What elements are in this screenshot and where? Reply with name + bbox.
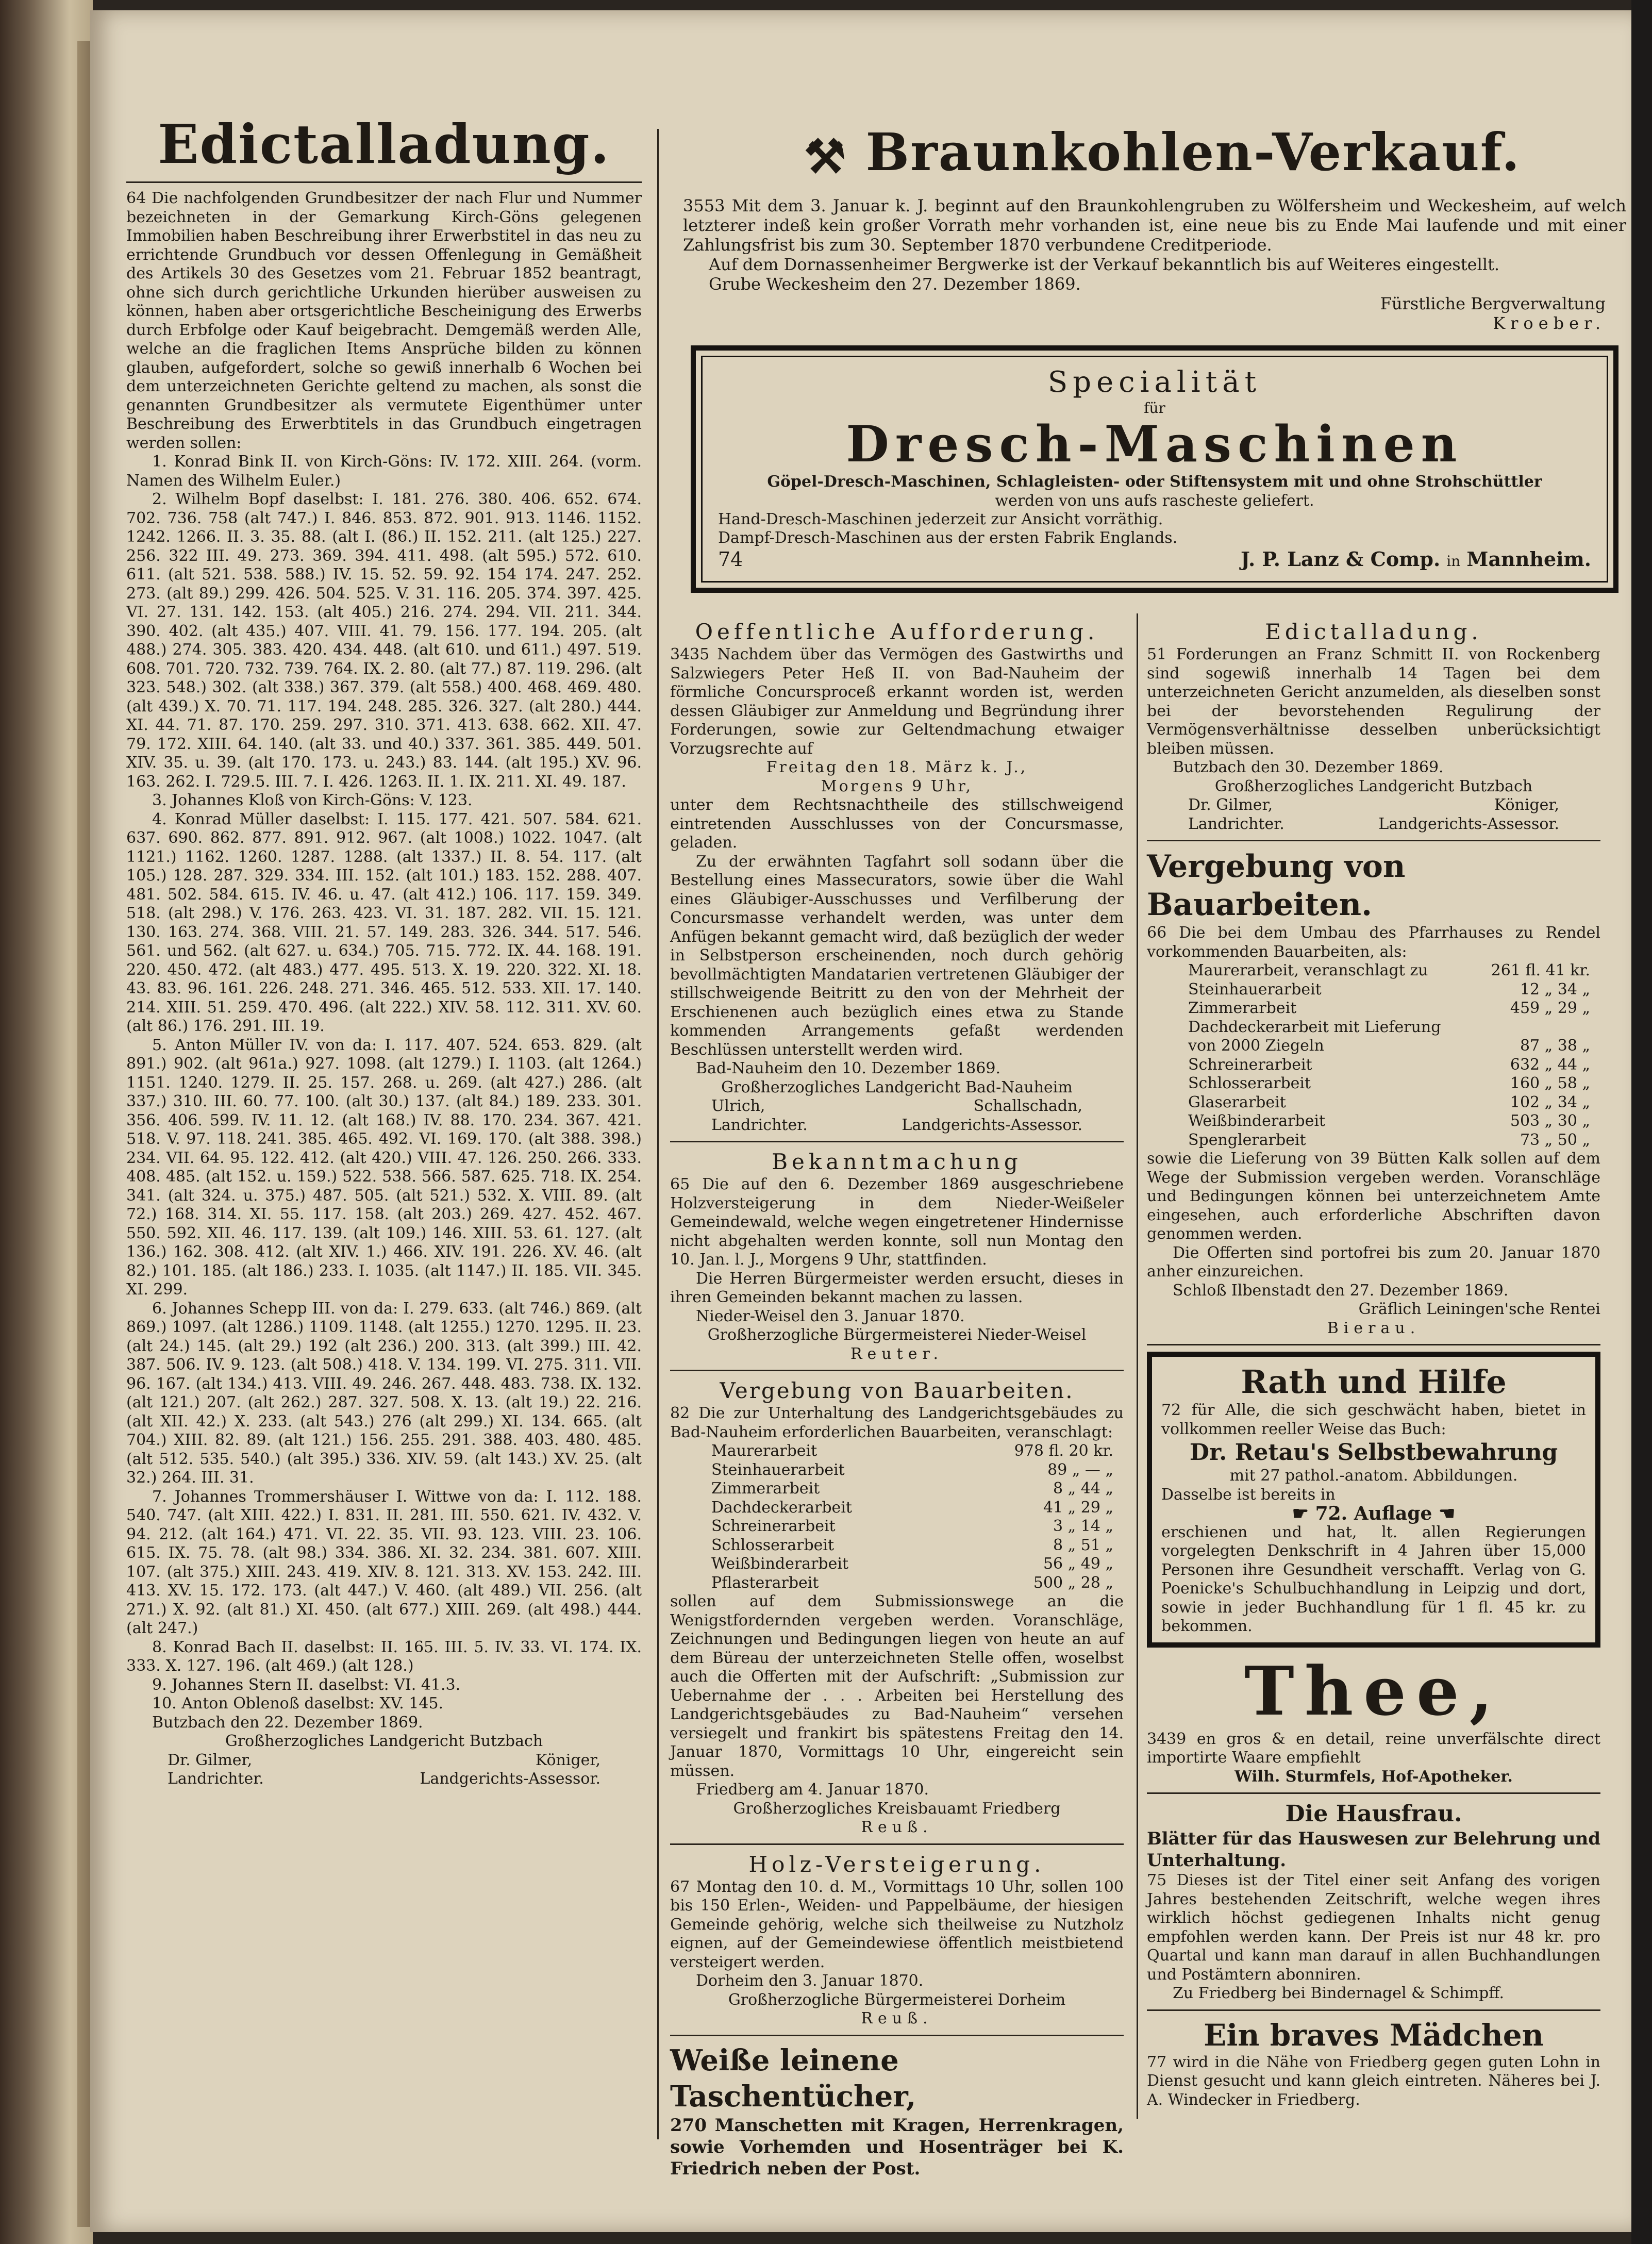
verg1-intro: 82 Die zur Unterhaltung des Landgerichtsgebäudes zu Bad-Nauheim erforderlichen Bauarbeiten, veranschlagt: (670, 1404, 1124, 1441)
rath-ed-pre: Dasselbe ist bereits in (1161, 1485, 1336, 1504)
rath-text: 72 für Alle, die sich geschwächt haben, bietet in vollkommen reeller Weise das Buch: (1161, 1401, 1586, 1438)
sig-left-role: Landrichter. (168, 1770, 264, 1788)
holz-sig: Reuß. (861, 2009, 933, 2027)
rath-und-hilfe-ad (1147, 1352, 1600, 1648)
holz-place: Dorheim den 3. Januar 1870. (696, 1972, 924, 1990)
sig-right-role: Landgerichts-Assessor. (1378, 815, 1559, 833)
rath-book: Dr. Retau's Selbstbewahrung (1189, 1439, 1558, 1466)
sig-left-name: Dr. Gilmer, (168, 1751, 253, 1769)
thee-sig: Wilh. Sturmfels, Hof-Apotheker. (1234, 1767, 1513, 1786)
rath-text-2: erschienen und hat, lt. allen Regierungen vorgelegten Denkschrift in 4 Jahren über 15,000 Personen ihre Gesundheit verschafft. Verlag von G. Poenicke's Schulbuchhandlung in Leipzig und dort, sowie in jeder Buchhandlung für 1 fl. 45 kr. zu bekommen. (1161, 1523, 1586, 1635)
spec-line-4: Göpel-Dresch-Maschinen, Schlagleisten- oder Stiftensystem mit und ohne Strohschüttler (767, 473, 1542, 491)
divider (126, 181, 642, 183)
maedchen-title: Ein braves Mädchen (1204, 2017, 1544, 2053)
divider (670, 1141, 1124, 1142)
edict-date: Butzbach den 22. Dezember 1869. (152, 1713, 423, 1732)
verg1-title: Vergebung von Bauarbeiten. (720, 1378, 1074, 1403)
edict-signature-roles (126, 1770, 642, 1789)
cost-item-value: 459 „ 29 „ (1510, 999, 1590, 1017)
arrow-right-icon: ☛ (1292, 1503, 1309, 1524)
sig-left-role: Landrichter. (1188, 815, 1284, 833)
cost-item-name: Schlosserarbeit (1188, 1074, 1311, 1092)
cost-item-value: 261 fl. 41 kr. (1491, 961, 1590, 979)
verg2-text: sowie die Lieferung von 39 Bütten Kalk sollen auf dem Wege der Submission vergeben werden. Voranschläge und Bedingungen können bei unterzeichnetem Amte eingesehen, auch erforderliche Abschriften davon genommen werden. (1147, 1150, 1600, 1243)
edict2-place: Butzbach den 30. Dezember 1869. (1173, 758, 1444, 776)
cost-item-value: 12 „ 34 „ (1520, 980, 1590, 999)
verg1-sig: Reuß. (861, 1818, 933, 1836)
cost-item-name: Maurerarbeit, veranschlagt zu (1188, 961, 1428, 979)
verg1-court: Großherzogliches Kreisbauamt Friedberg (733, 1799, 1061, 1818)
cost-item (1147, 1074, 1600, 1093)
column-right (1147, 619, 1600, 2109)
cost-item (1147, 1037, 1600, 1056)
cost-item-name: Steinhauerarbeit (1188, 980, 1322, 999)
cost-item-value: 89 „ — „ (1047, 1460, 1113, 1479)
cost-item-name: Dachdeckerarbeit mit Lieferung (1188, 1018, 1441, 1036)
column-divider (657, 129, 659, 2139)
divider (1147, 1344, 1600, 1345)
cost-item-name: Schreinerarbeit (711, 1517, 836, 1535)
bek-title: Bekanntmachung (772, 1149, 1022, 1174)
sig-right-name: Königer, (1494, 796, 1559, 814)
rath-edition: ☛ 72. Auflage ☚ (1292, 1503, 1456, 1524)
cost-item-name: Maurerarbeit (711, 1442, 817, 1460)
cost-item-name: Glaserarbeit (1188, 1093, 1286, 1111)
verg2-title: Vergebung von Bauarbeiten. (1147, 849, 1406, 923)
cost-item (1147, 1131, 1600, 1150)
cost-item (1147, 1056, 1600, 1075)
edict-entry-9: 9. Johannes Stern II. daselbst: VI. 41.3. (152, 1675, 461, 1694)
edict-entry-8: 8. Konrad Bach II. daselbst: II. 165. III. 5. IV. 33. VI. 174. IX. 333. X. 127. 196. (alt 469.) (alt 128.) (126, 1638, 642, 1675)
verg2-text-2: Die Offerten sind portofrei bis zum 20. Januar 1870 anher einzureichen. (1147, 1243, 1600, 1281)
cost-item-value (1456, 1018, 1590, 1037)
spec-firm-row (718, 547, 1591, 573)
cost-item (670, 1536, 1124, 1555)
edict-signatures (126, 1751, 642, 1770)
spec-title: Dresch-Maschinen (846, 415, 1463, 473)
spec-line-5: werden von uns aufs rascheste geliefert. (995, 492, 1314, 510)
braunkohlen-text: 3553 Mit dem 3. Januar k. J. beginnt auf den Braunkohlengruben zu Wölfersheim und Weckesheim, auf welch letzterer indeß kein großer Vorrath mehr vorhanden ist, eine neue bis zu Ende Mai laufende und mit einer Zahlungsfrist bis zum 30. September 1870 verbundene Creditperiode. (683, 196, 1626, 255)
cost-item-name: Zimmerarbeit (711, 1480, 820, 1498)
weisse-title: Weiße leinene Taschentücher, (670, 2043, 916, 2114)
sig-right-role: Landgerichts-Assessor. (420, 1770, 600, 1788)
cost-item (670, 1555, 1124, 1574)
sig-right-name: Schallschadn, (973, 1097, 1082, 1115)
cost-item-value: 8 „ 51 „ (1053, 1536, 1113, 1554)
spec-city: Mannheim. (1466, 547, 1591, 571)
weisse-text: 270 Manschetten mit Kragen, Herrenkragen, sowie Vorhemden und Hosenträger bei K. Friedrich neben der Post. (670, 2115, 1124, 2179)
oeff-court: Großherzogliches Landgericht Bad-Nauheim (721, 1078, 1073, 1096)
maedchen-text: 77 wird in die Nähe von Friedberg gegen guten Lohn in Dienst gesucht und kann gleich eintreten. Näheres bei J. A. Windecker in Friedberg. (1147, 2053, 1600, 2109)
cost-item-value: 503 „ 30 „ (1510, 1112, 1590, 1130)
oeff-date-2: Morgens 9 Uhr, (821, 777, 973, 795)
spec-for: für (1144, 400, 1165, 417)
sig-left-name: Dr. Gilmer, (1188, 796, 1273, 814)
edict2-text: 51 Forderungen an Franz Schmitt II. von Rockenberg sind sogewiß innerhalb 14 Tagen bei dem unterzeichneten Gericht anzumelden, als dieselben sonst bei der bevorstehenden Regulirung der Vermögensverhältnisse desselben unberücksichtigt bleiben müssen. (1147, 645, 1600, 758)
sig-right-name: Königer, (535, 1751, 600, 1769)
bek-place: Nieder-Weisel den 3. Januar 1870. (696, 1307, 965, 1325)
rath-title: Rath und Hilfe (1241, 1363, 1507, 1401)
cost-item-value: 87 „ 38 „ (1520, 1037, 1590, 1055)
cost-item-name: von 2000 Ziegeln (1188, 1037, 1324, 1055)
divider (1147, 840, 1600, 841)
edict2-signature-roles (1147, 815, 1600, 834)
oeff-place: Bad-Nauheim den 10. Dezember 1869. (696, 1059, 1000, 1077)
braunkohlen-notice (683, 196, 1626, 333)
edict-entry-5: 5. Anton Müller IV. von da: I. 117. 407. 524. 653. 829. (alt 891.) 902. (alt 961a.) 927. 1098. (alt 1279.) I. 1103. (alt 1264.) 1151. 1240. 1279. II. 25. 157. 268. u. 269. (alt 427.) 286. (alt 337.) 310. III. 60. 77. 100. (alt 30.) 137. (alt 84.) 189. 233. 301. 356. 406. 599. IV. 11. 12. (alt 168.) IV. 88. 170. 234. 367. 421. 518. V. 97. 118. 241. 385. 465. 492. VI. 169. 170. (alt 388. 398.) 234. VII. 64. 95. 122. 412. (alt 420.) VIII. 47. 126. 250. 266. 333. 408. 485. (alt 152. u. 159.) 522. 538. 566. 587. 625. 718. IX. 254. 341. (alt 324. u. 375.) 487. 505. (alt 521.) 532. X. VIII. 89. (alt 72.) 168. 314. XI. 55. 117. 158. (alt 203.) 269. 427. 452. 467. 550. 592. XII. 46. 117. 139. (alt 109.) 146. XIII. 53. 61. 127. (alt 136.) 162. 308. 412. (alt XIV. 1.) 466. XIV. 191. 226. XV. 46. (alt 82.) 101. 185. (alt 186.) 233. I. 1035. (alt 1147.) II. 185. VII. 345. XI. 299. (126, 1036, 642, 1299)
thee-title: Thee, (1244, 1651, 1503, 1731)
holz-text: 67 Montag den 10. d. M., Vormittags 10 Uhr, sollen 100 bis 150 Erlen-, Weiden- und Pappelbäume, der hiesigen Gemeinde gehörig, welche sich theilweise zu Nutzholz eignen, auf der Gemeindewiese öffentlich meistbietend versteigert werden. (670, 1877, 1124, 1971)
oeff-title: Oeffentliche Aufforderung. (695, 619, 1099, 644)
hausfrau-place: Zu Friedberg bei Bindernagel & Schimpff. (1173, 1984, 1505, 2002)
cost-item-name: Spenglerarbeit (1188, 1131, 1306, 1149)
cost-item-name: Weißbinderarbeit (711, 1555, 849, 1573)
hausfrau-text: 75 Dieses ist der Titel einer seit Anfang des vorigen Jahres bestehenden Zeitschrift, welche wegen ihres wirklich höchst gediegenen Inhalts nicht genug empfohlen werden kann. Der Preis ist nur 48 kr. pro Quartal und kann man darauf in allen Buchhandlungen und Postämtern abonniren. (1147, 1871, 1600, 1984)
cost-item-name: Schreinerarbeit (1188, 1055, 1312, 1074)
oeff-date-1: Freitag den 18. März k. J., (766, 758, 1028, 776)
bek-court: Großherzogliche Bürgermeisterei Nieder-Weisel (707, 1326, 1087, 1344)
edict-entry-4: 4. Konrad Müller daselbst: I. 115. 177. 421. 507. 584. 621. 637. 690. 862. 877. 891. 912. 967. (alt 1008.) 1022. 1047. (alt 1121.) 1162. 1260. 1287. 1288. (alt 1337.) II. 8. 54. 117. (alt 105.) 128. 287. 329. 334. III. 152. (alt 101.) 183. 152. 288. 407. 481. 502. 584. 615. IV. 46. u. 47. (alt 412.) 106. 117. 159. 349. 518. (alt 298.) V. 176. 263. 423. VI. 31. 187. 282. VII. 15. 121. 130. 163. 274. 368. VIII. 21. 57. 149. 283. 326. 344. 517. 546. 561. und 562. (alt 627. u. 634.) 705. 715. 772. IX. 44. 168. 191. 220. 450. 472. (alt 483.) 477. 495. 513. X. 19. 220. 322. XI. 18. 43. 83. 96. 161. 226. 248. 271. 346. 465. 512. 533. XII. 17. 140. 214. XIII. 51. 259. 470. 496. (alt 222.) XIV. 58. 112. 311. XV. 60. (alt 86.) 176. 291. III. 19. (126, 810, 642, 1035)
cost-item-value: 3 „ 14 „ (1053, 1517, 1113, 1535)
cost-item-value: 41 „ 29 „ (1043, 1498, 1113, 1517)
cost-item-name: Weißbinderarbeit (1188, 1112, 1326, 1130)
edict-entry-2: 2. Wilhelm Bopf daselbst: I. 181. 276. 380. 406. 652. 674. 702. 736. 758 (alt 747.) I. 846. 853. 872. 901. 913. 1146. 1152. 1242. 1266. II. 3. 35. 88. (alt I. (86.) II. 152. 211. (alt 125.) 227. 256. 322 III. 49. 273. 369. 394. 411. 498. (alt 595.) 572. 610. 611. (alt 521. 538. 588.) IV. 15. 52. 59. 92. 154 174. 247. 252. 273. (alt 89.) 299. 426. 504. 525. V. 31. 116. 205. 374. 397. 425. VI. 27. 131. 142. 153. (alt 405.) 216. 274. 294. VII. 211. 344. 390. 402. (alt 435.) 407. VIII. 41. 79. 156. 177. 194. 205. (alt 488.) 274. 305. 383. 420. 434. 448. (alt 610. und 611.) 497. 519. 608. 701. 720. 732. 739. 764. IX. 2. 80. (alt 77.) 87. 119. 296. (alt 323. 548.) 302. (alt 338.) 367. 379. (alt 558.) 400. 468. 469. 480. (alt 439.) X. 70. 71. 117. 194. 248. 285. 326. 327. (alt 280.) 444. XI. 44. 71. 87. 170. 259. 297. 310. 371. 413. 638. 662. XII. 47. 79. 172. XIII. 64. 140. (alt 33. und 40.) 337. 361. 385. 449. 501. XIV. 35. u. 39. (alt 170. 173. u. 243.) 83. 144. (alt 195.) XV. 96. 163. 262. I. 729.5. III. 7. I. 426. 1263. II. 1. IX. 211. XI. 49. 187. (126, 490, 642, 791)
cost-item (1147, 999, 1600, 1018)
divider (1147, 1792, 1600, 1794)
hammer-pick-icon: ⚒ (804, 129, 847, 185)
spec-in: in (1446, 553, 1461, 570)
edict-entry-10: 10. Anton Oblenoß daselbst: XV. 145. (152, 1694, 444, 1713)
oeff-text-2: unter dem Rechtsnachtheile des stillschweigend eintretenden Ausschlusses von der Concursmasse, geladen. (670, 796, 1124, 852)
cost-item (670, 1461, 1124, 1480)
cost-item-value: 160 „ 58 „ (1510, 1074, 1590, 1092)
cost-item-value: 73 „ 50 „ (1520, 1131, 1590, 1149)
cost-item-name: Schlosserarbeit (711, 1536, 835, 1554)
column-divider (1137, 613, 1138, 2119)
cost-item-value: 632 „ 44 „ (1510, 1055, 1590, 1074)
verg2-place: Schloß Ilbenstadt den 27. Dezember 1869. (1173, 1281, 1509, 1300)
verg2-sig: Bierau. (1327, 1319, 1421, 1337)
cost-item (1147, 1112, 1600, 1131)
edict2-court: Großherzogliches Landgericht Butzbach (1214, 777, 1533, 795)
spec-heading: Specialität (1047, 365, 1262, 399)
cost-item-name: Zimmerarbeit (1188, 999, 1297, 1017)
edict-intro: 64 Die nachfolgenden Grundbesitzer der nach Flur und Nummer bezeichneten in der Gemarkung Kirch-Göns gelegenen Immobilien haben Beschreibung ihrer Erwerbstitel in das neu zu errichtende Grundbuch vor dessen Offenlegung in Gemäßheit des Artikels 30 des Gesetzes vom 21. Februar 1852 beantragt, ohne sich durch gerichtliche Urkunden hierüber ausweisen zu können, haben aber ortsgerichtliche Bescheinigung des Erwerbs durch Erbfolge oder Kauf beigebracht. Demgemäß werden Alle, welche an die fraglichen Items Ansprüche bilden zu können glauben, aufgefordert, solche so gewiß innerhalb 6 Wochen bei dem unterzeichneten Gerichte geltend zu machen, als sonst die genannten Grundbesitzer als vermutete Eigenthümer unter Beschreibung des Erwerbtitels in das Grundbuch eingetragen werden sollen: (126, 189, 642, 452)
cost-item (1147, 980, 1600, 1000)
sig-left-role: Landrichter. (711, 1116, 808, 1134)
edict-entry-3: 3. Johannes Kloß von Kirch-Göns: V. 123. (152, 791, 473, 809)
bek-sig: Reuter. (850, 1344, 944, 1363)
cost-item-value: 978 fl. 20 kr. (1014, 1442, 1113, 1460)
cost-item-name: Pflasterarbeit (711, 1573, 819, 1592)
oeff-signature-roles (670, 1116, 1124, 1135)
verg2-intro: 66 Die bei dem Umbau des Pfarrhauses zu Rendel vorkommenden Bauarbeiten, als: (1147, 924, 1600, 961)
oeff-text-3: Zu der erwähnten Tagfahrt soll sodann über die Bestellung eines Massecurators, sowie über die Wahl eines Gläubiger-Ausschusses und Verfilberung der Concursmasse verhandelt werden, was unter dem Anfügen bekannt gemacht wird, daß bezüglich der weder in Selbstperson erscheinenden, noch durch gehörig bevollmächtigten Mandatarien vertretenen Gläubiger der stillschweigende Beitritt zu den von der Mehrheit der Erschienenen auch bezüglich eines etwa zu Stande kommenden Arrangements gefaßt werdenden Beschlüssen unterstellt werden wird. (670, 852, 1124, 1059)
edict2-signatures (1147, 796, 1600, 815)
cost-item-value: 102 „ 34 „ (1510, 1093, 1590, 1111)
spec-line-6: Hand-Dresch-Maschinen jederzeit zur Ansicht vorräthig. (718, 510, 1163, 528)
cost-item (670, 1442, 1124, 1461)
cost-item (670, 1499, 1124, 1518)
column-middle (670, 619, 1124, 2180)
spec-number: 74 (718, 548, 743, 571)
edict-entry-1: 1. Konrad Bink II. von Kirch-Göns: IV. 172. XIII. 264. (vorm. Namen des Wilhelm Euler.) (126, 453, 642, 490)
braunkohlen-title: ⚒ Braunkohlen-Verkauf. (804, 122, 1521, 185)
bek-text-2: Die Herren Bürgermeister werden ersucht, dieses in ihren Gemeinden bekannt machen zu lassen. (670, 1269, 1124, 1306)
hausfrau-sub: Blätter für das Hauswesen zur Belehrung und Unterhaltung. (1147, 1829, 1600, 1871)
holz-court: Großherzogliche Bürgermeisterei Dorheim (728, 1990, 1066, 2009)
cost-item-value: 500 „ 28 „ (1033, 1573, 1113, 1592)
spec-firm: J. P. Lanz & Comp. (1241, 547, 1441, 571)
sig-left-name: Ulrich, (711, 1097, 765, 1115)
column-left (126, 113, 642, 1789)
divider (670, 1370, 1124, 1371)
braunkohlen-sig-2: Kroeber. (1493, 313, 1606, 333)
cost-item-value: 56 „ 49 „ (1043, 1555, 1113, 1573)
dresch-maschinen-ad (691, 345, 1618, 593)
verg1-place: Friedberg am 4. Januar 1870. (696, 1781, 929, 1799)
verg2-court: Gräflich Leiningen'sche Rentei (1358, 1300, 1600, 1318)
sig-right-role: Landgerichts-Assessor. (902, 1116, 1082, 1134)
edict-entry-6: 6. Johannes Schepp III. von da: I. 279. 633. (alt 746.) 869. (alt 869.) 1097. (alt 1286.) 1109. 1148. (alt 1255.) 1270. 1295. II. 23. (alt 24.) 145. (alt 29.) 192 (alt 236.) 200. 313. (alt 399.) III. 42. 387. 506. IV. 9. 123. (alt 508.) 418. V. 134. 199. VI. 275. 311. VII. 96. 167. (alt 134.) 413. VIII. 49. 246. 267. 448. 483. 738. IX. 132. (alt 121.) 207. (alt 262.) 287. 327. 508. X. 13. (alt 19.) 22. 216. (alt XII. 42.) X. 233. (alt 543.) 276 (alt 299.) XI. 134. 665. (alt 704.) XIII. 82. 89. (alt 121.) 156. 255. 291. 388. 403. 480. 485. (alt 512. 535. 540.) (alt 395.) 336. XIV. 59. (alt 143.) XV. 25. (alt 32.) 264. III. 31. (126, 1299, 642, 1487)
verg1-cost-list (670, 1442, 1124, 1592)
edict2-title: Edictalladung. (1265, 619, 1482, 644)
cost-item (1147, 961, 1600, 980)
braunkohlen-text-2: Auf dem Dornassenheimer Bergwerke ist der Verkauf bekanntlich bis auf Weiteres eingestellt. (709, 255, 1500, 274)
edict-court: Großherzogliches Landgericht Butzbach (225, 1732, 543, 1750)
divider (670, 2035, 1124, 2036)
divider (670, 1843, 1124, 1845)
verg2-cost-list (1147, 961, 1600, 1150)
cost-item-value: 8 „ 44 „ (1053, 1480, 1113, 1498)
newspaper-page (90, 10, 1631, 2232)
edict-entry-7: 7. Johannes Trommershäuser I. Wittwe von da: I. 112. 188. 540. 747. (alt XIII. 422.) I. 831. II. 281. III. 550. 621. IV. 432. V. 94. 212. (alt 164.) 471. VI. 22. 35. VII. 93. 123. VIII. 23. 106. 615. IX. 75. 78. (alt 98.) 334. 386. XI. 32. 234. 381. 607. XIII. 107. (alt 375.) XIII. 243. 419. XIV. 8. 121. 313. XV. 153. 242. III. 413. XV. 15. 172. 173. (alt 447.) V. 460. (alt 489.) VII. 256. (alt 271.) X. 92. (alt 81.) XI. 450. (alt 677.) XIII. 269. (alt 498.) 444. (alt 247.) (126, 1487, 642, 1637)
cost-item (1147, 1093, 1600, 1112)
book-spine (1631, 0, 1652, 2244)
cost-item-name: Dachdeckerarbeit (711, 1498, 852, 1517)
divider (1147, 2009, 1600, 2011)
oeff-text: 3435 Nachdem über das Vermögen des Gastwirths und Salzwiegers Peter Heß II. von Bad-Nauheim der förmliche Concursproceß erkannt worden ist, werden dessen Gläubiger zur Anmeldung und Begründung ihrer Forderungen, sowie zur Geltendmachung etwaiger Vorzugsrechte auf (670, 645, 1124, 758)
rath-sub: mit 27 pathol.-anatom. Abbildungen. (1229, 1467, 1518, 1485)
edict-title: Edictalladung. (158, 112, 610, 176)
thee-text: 3439 en gros & en detail, reine unverfälschte direct importirte Waare empfiehlt (1147, 1730, 1600, 1767)
holz-title: Holz-Versteigerung. (748, 1851, 1045, 1877)
spec-line-7: Dampf-Dresch-Maschinen aus der ersten Fabrik Englands. (718, 529, 1178, 547)
oeff-signatures (670, 1097, 1124, 1116)
verg1-text: sollen auf dem Submissionswege an die Wenigstfordernden vergeben werden. Voranschläge, Zeichnungen und Bedingungen liegen von heute an auf dem Büreau der unterzeichneten Stelle offen, woselbst auch die Offerten mit der Aufschrift: „Submission zur Uebernahme der . . . Arbeiten bei Herstellung des Landgerichtsgebäudes zu Bad-Nauheim“ versehen versiegelt und frankirt bis spätestens Freitag den 14. Januar 1870, Vormittags 10 Uhr, eingereicht sein müssen. (670, 1592, 1124, 1780)
bek-text: 65 Die auf den 6. Dezember 1869 ausgeschriebene Holzversteigerung in dem Nieder-Weißeler Gemeindewald, welche wegen eingetretener Hindernisse nicht abgehalten werden konnte, soll nun Montag den 10. Jan. l. J., Morgens 9 Uhr, stattfinden. (670, 1175, 1124, 1269)
cost-item (1147, 1018, 1600, 1037)
cost-item (670, 1480, 1124, 1499)
braunkohlen-place: Grube Weckesheim den 27. Dezember 1869. (709, 274, 1081, 294)
cost-item-name: Steinhauerarbeit (711, 1460, 845, 1479)
cost-item (670, 1574, 1124, 1593)
cost-item (670, 1517, 1124, 1536)
arrow-left-icon: ☚ (1438, 1503, 1456, 1524)
braunkohlen-sig-1: Fürstliche Bergverwaltung (1380, 294, 1606, 313)
hausfrau-title: Die Hausfrau. (1285, 1801, 1462, 1827)
